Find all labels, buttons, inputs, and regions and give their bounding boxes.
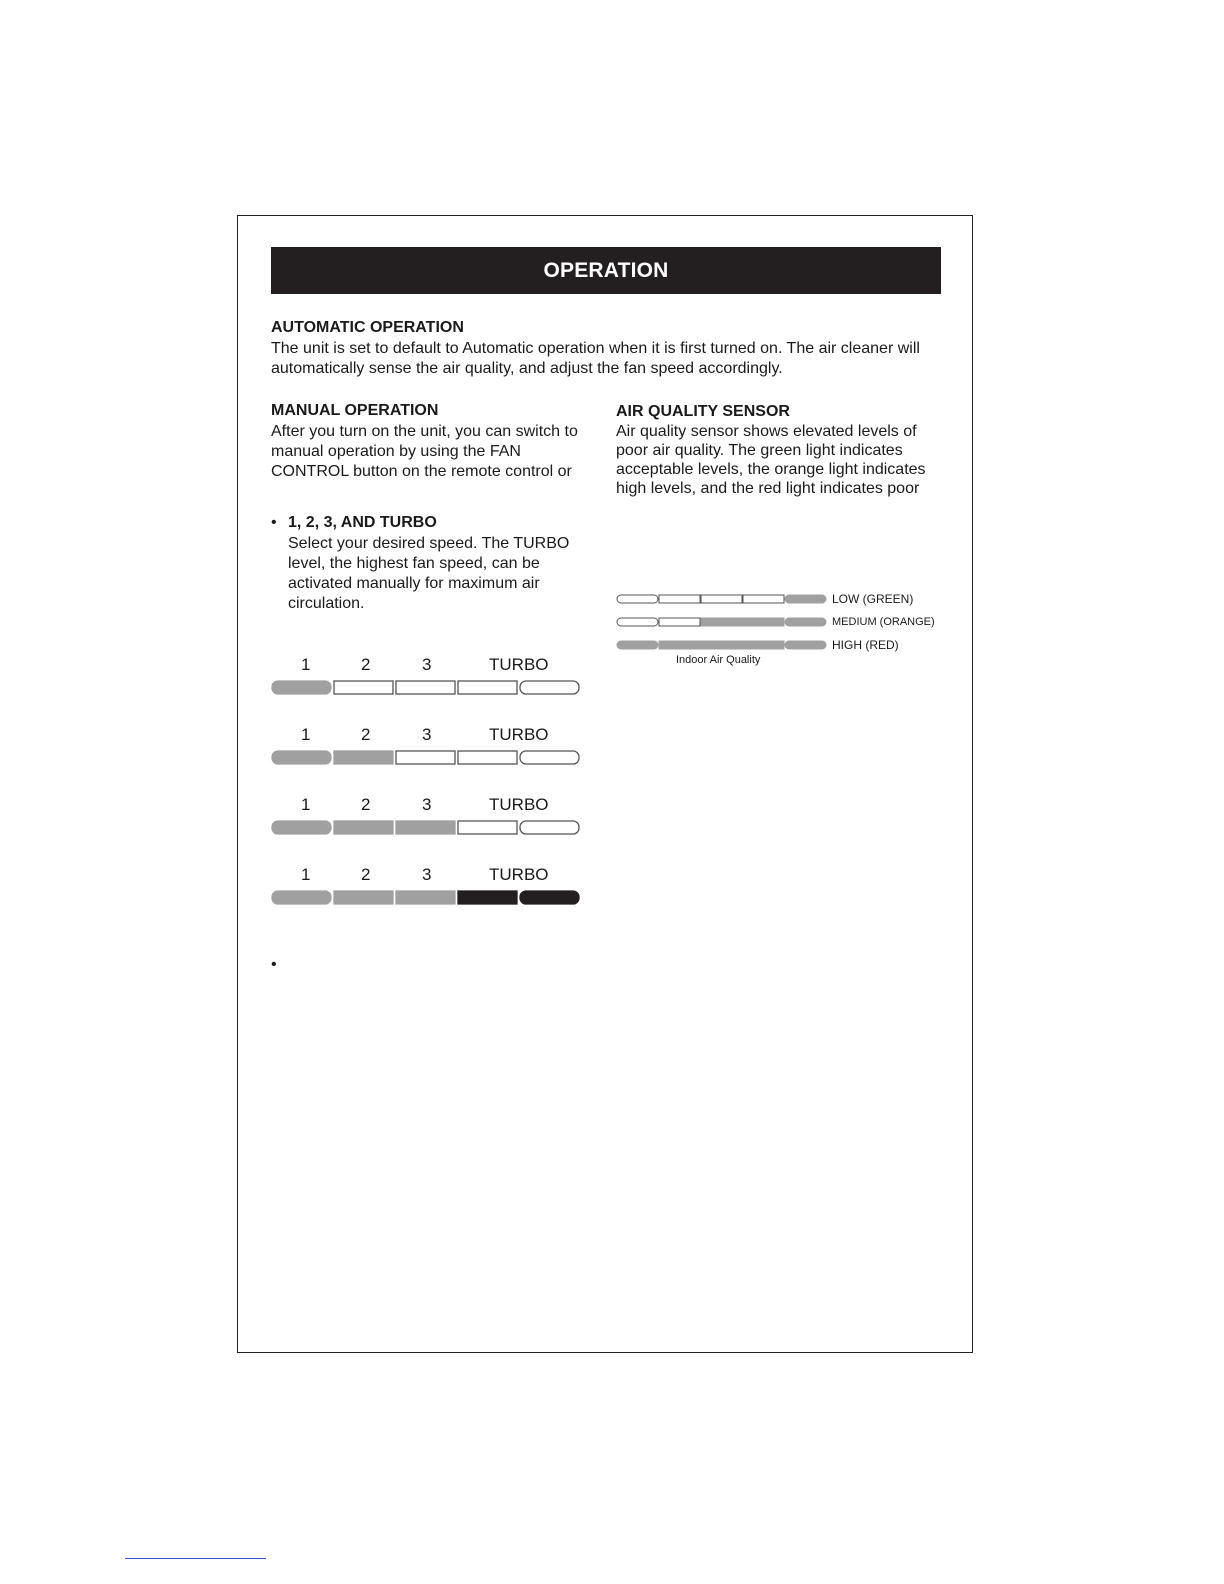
fan-segment-4 <box>458 821 517 834</box>
speed-label-3: 3 <box>422 725 432 744</box>
bullet-speeds: • <box>271 514 277 531</box>
speed-label-1: 1 <box>301 865 311 884</box>
footer-link-underline <box>125 1558 266 1559</box>
fan-segment-2 <box>334 821 393 834</box>
fan-segment-3 <box>396 891 455 904</box>
aq-segment-2-3 <box>701 618 742 626</box>
speed-label-2: 2 <box>361 865 371 884</box>
fan-segment-5 <box>520 681 579 694</box>
bullet-empty: • <box>271 956 277 973</box>
aq-segment-2-2 <box>659 618 700 626</box>
aq-segment-3-4 <box>743 641 784 649</box>
manual-operation-text: After you turn on the unit, you can switch to manual operation by using the FAN CONTROL button on the remote control or <box>271 423 578 480</box>
section-banner: OPERATION <box>271 247 941 294</box>
fan-segment-5 <box>520 751 579 764</box>
aq-segment-1-3 <box>701 595 742 603</box>
speeds-heading: 1, 2, 3, AND TURBO <box>288 514 437 531</box>
aq-caption: Indoor Air Quality <box>676 654 761 666</box>
aq-segment-2-1 <box>617 618 658 626</box>
fan-segment-4 <box>458 751 517 764</box>
speed-label-turbo: TURBO <box>489 725 549 744</box>
fan-segment-1 <box>272 751 331 764</box>
aq-label-low: LOW (GREEN) <box>832 592 914 606</box>
speed-label-2: 2 <box>361 725 371 744</box>
fan-speed-bar-level-3 <box>271 820 581 835</box>
page-frame <box>237 215 973 1353</box>
fan-segment-2 <box>334 891 393 904</box>
fan-segment-5 <box>520 891 579 904</box>
speed-label-1: 1 <box>301 725 311 744</box>
fan-segment-5 <box>520 821 579 834</box>
air-quality-heading: AIR QUALITY SENSOR <box>616 403 790 420</box>
aq-segment-3-2 <box>659 641 700 649</box>
fan-segment-1 <box>272 821 331 834</box>
fan-segment-2 <box>334 751 393 764</box>
aq-label-medium: MEDIUM (ORANGE) <box>832 616 935 628</box>
aq-segment-1-4 <box>743 595 784 603</box>
fan-segment-3 <box>396 751 455 764</box>
fan-segment-1 <box>272 891 331 904</box>
air-quality-text: Air quality sensor shows elevated levels of poor air quality. The green light indicates acceptable levels, the orange light indicates high levels, and the red light indicates poor <box>616 423 926 497</box>
speed-label-3: 3 <box>422 865 432 884</box>
aq-label-high: HIGH (RED) <box>832 638 899 652</box>
manual-operation-heading: MANUAL OPERATION <box>271 402 439 419</box>
fan-segment-4 <box>458 891 517 904</box>
fan-segment-2 <box>334 681 393 694</box>
fan-segment-3 <box>396 821 455 834</box>
aq-segment-1-5 <box>785 595 826 603</box>
air-quality-indicator <box>616 590 830 654</box>
speed-label-2: 2 <box>361 795 371 814</box>
speed-label-turbo: TURBO <box>489 795 549 814</box>
fan-speed-labels <box>271 865 581 885</box>
speed-label-2: 2 <box>361 655 371 674</box>
fan-speed-bar-level-2 <box>271 750 581 765</box>
speed-label-1: 1 <box>301 655 311 674</box>
speeds-text: Select your desired speed. The TURBO level, the highest fan speed, can be activated manually for maximum air circulation. <box>288 535 570 612</box>
speed-label-1: 1 <box>301 795 311 814</box>
fan-segment-1 <box>272 681 331 694</box>
speed-label-3: 3 <box>422 795 432 814</box>
fan-speed-labels <box>271 725 581 745</box>
automatic-operation-text: The unit is set to default to Automatic operation when it is first turned on. The air cleaner will automatically sense the air quality, and adjust the fan speed accordingly. <box>271 340 920 377</box>
aq-segment-2-4 <box>743 618 784 626</box>
aq-segment-2-5 <box>785 618 826 626</box>
aq-segment-1-1 <box>617 595 658 603</box>
aq-segment-3-5 <box>785 641 826 649</box>
fan-segment-3 <box>396 681 455 694</box>
fan-speed-bar-turbo <box>271 890 581 905</box>
fan-segment-4 <box>458 681 517 694</box>
automatic-operation-heading: AUTOMATIC OPERATION <box>271 319 464 336</box>
aq-segment-3-1 <box>617 641 658 649</box>
fan-speed-bar-level-1 <box>271 680 581 695</box>
fan-speed-labels <box>271 795 581 815</box>
aq-segment-1-2 <box>659 595 700 603</box>
fan-speed-labels <box>271 655 581 675</box>
speed-label-3: 3 <box>422 655 432 674</box>
speed-label-turbo: TURBO <box>489 865 549 884</box>
aq-segment-3-3 <box>701 641 742 649</box>
speed-label-turbo: TURBO <box>489 655 549 674</box>
